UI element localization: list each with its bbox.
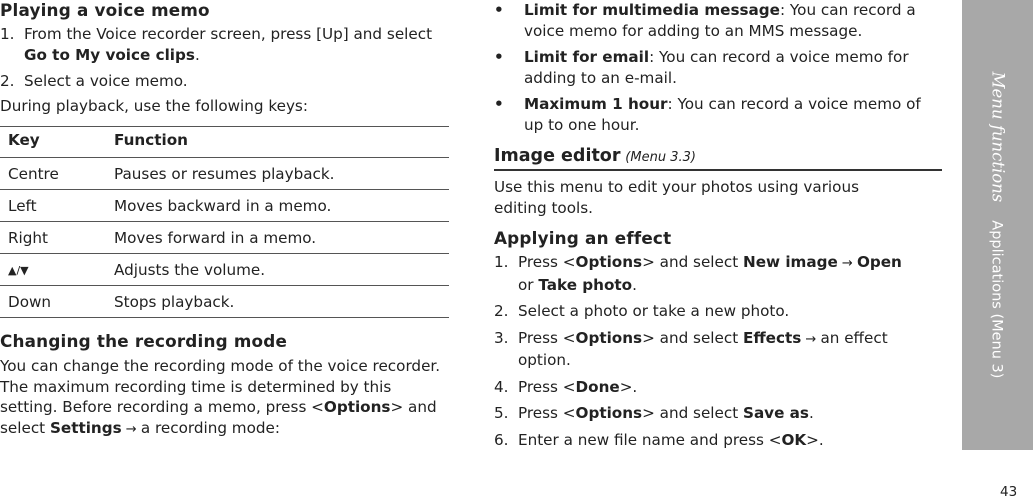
playing-steps-list xyxy=(0,24,440,92)
table-row: Right Moves forward in a memo. xyxy=(0,222,449,254)
section-side-label xyxy=(962,0,1033,450)
list-item: 5. Press <Options> and select Save as. xyxy=(494,404,814,422)
arrow-right-icon: → xyxy=(837,256,857,271)
playback-keys-table xyxy=(0,126,449,318)
table-header-row xyxy=(0,126,449,158)
list-item: 6. Enter a new file name and press <OK>. xyxy=(494,430,824,449)
recording-mode-text: You can change the recording mode of the voice recorder. The maximum recording time is determined by this setting. Before recording a memo, press <Options> and select Settings → a recording mode: xyxy=(0,357,441,437)
list-item: 1. Press <Options> and select New image → Open or Take photo. xyxy=(494,253,902,294)
applying-effect-heading: Applying an effect xyxy=(494,228,672,248)
during-playback-text: During playback, use the following keys: xyxy=(0,97,308,115)
list-item: 3. Press <Options> and select Effects → an effect option. xyxy=(494,328,888,369)
table-row: Down Stops playback. xyxy=(0,286,449,318)
right-column xyxy=(494,0,944,500)
table-row: Left Moves backward in a memo. xyxy=(0,190,449,222)
list-item: 1. From the Voice recorder screen, press [Up] and select Go to My voice clips. xyxy=(0,25,433,64)
list-item: 4. Press <Done>. xyxy=(494,377,638,396)
list-item: • Limit for email: You can record a voice memo for adding to an e-mail. xyxy=(494,48,909,87)
arrow-right-icon: → xyxy=(121,421,141,437)
list-item: 2. Select a photo or take a new photo. xyxy=(494,302,790,320)
playing-voice-memo-heading: Playing a voice memo xyxy=(0,0,210,20)
bullet-icon: • xyxy=(494,48,504,66)
key-column-header: Key xyxy=(8,131,40,149)
section-title: Menu functions xyxy=(988,71,1007,203)
left-column xyxy=(0,0,455,500)
function-column-header: Function xyxy=(114,131,188,149)
bullet-icon: • xyxy=(494,1,504,19)
changing-recording-mode-heading: Changing the recording mode xyxy=(0,331,288,351)
page-number: 43 xyxy=(1000,484,1018,500)
image-editor-title: Image editor (Menu 3.3) xyxy=(494,146,942,171)
up-down-icon: ▲/▼ xyxy=(8,264,29,277)
recording-mode-options-list xyxy=(494,0,944,141)
bullet-icon: • xyxy=(494,95,504,113)
subsection-title: Applications (Menu 3) xyxy=(988,220,1004,379)
list-item: • Limit for multimedia message: You can record a voice memo for adding to an MMS message. xyxy=(494,1,916,40)
list-item: 2. Select a voice memo. xyxy=(0,72,188,90)
applying-effect-steps xyxy=(494,252,944,450)
table-row: ▲/▼ Adjusts the volume. xyxy=(0,254,449,286)
list-item: • Maximum 1 hour: You can record a voice memo of up to one hour. xyxy=(494,95,921,134)
arrow-right-icon: → xyxy=(801,331,821,347)
image-editor-description: Use this menu to edit your photos using various editing tools. xyxy=(494,178,859,217)
table-row: Centre Pauses or resumes playback. xyxy=(0,158,449,190)
menu-number: (Menu 3.3) xyxy=(625,150,696,165)
